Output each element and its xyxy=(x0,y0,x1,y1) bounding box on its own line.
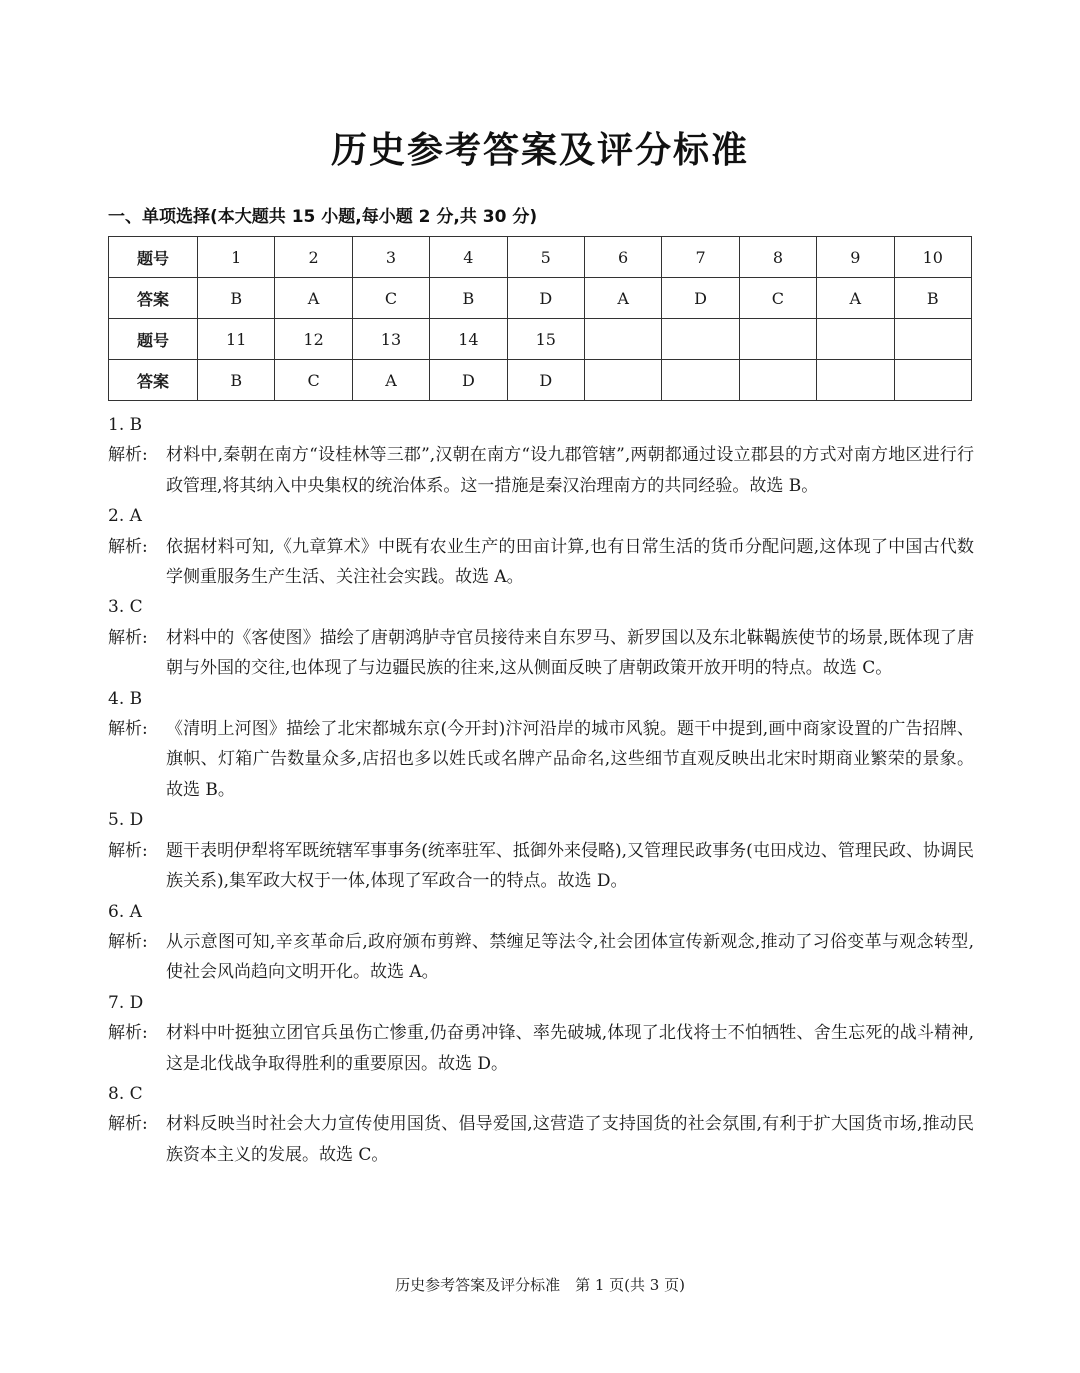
table-cell: 4 xyxy=(430,237,507,278)
page-footer: 历史参考答案及评分标准 第 1 页(共 3 页) xyxy=(395,1276,685,1294)
analysis-paragraph xyxy=(108,1109,974,1170)
analysis-text: 依据材料可知,《九章算术》中既有农业生产的田亩计算,也有日常生活的货币分配问题,这体现了中国古代数学侧重服务生产生活、关注社会实践。故选 A。 xyxy=(166,536,974,588)
table-cell: B xyxy=(198,278,275,319)
table-cell: D xyxy=(507,278,584,319)
analysis-paragraph xyxy=(108,1018,974,1079)
table-cell: B xyxy=(430,278,507,319)
analysis-paragraph xyxy=(108,440,974,501)
table-cell: 6 xyxy=(584,237,661,278)
question-number: 3. C xyxy=(108,597,143,618)
table-cell: 题号 xyxy=(109,237,198,278)
question-block xyxy=(108,410,974,501)
question-block xyxy=(108,1079,974,1170)
analysis-text: 材料中的《客使图》描绘了唐朝鸿胪寺官员接待来自东罗马、新罗国以及东北靺鞨族使节的场景,既体现了唐朝与外国的交往,也体现了与边疆民族的往来,这从侧面反映了唐朝政策开放开明的特点。故选 C。 xyxy=(166,627,974,679)
table-cell: B xyxy=(198,360,275,401)
analysis-paragraph xyxy=(108,714,974,805)
table-cell: 8 xyxy=(739,237,816,278)
page-title: 历史参考答案及评分标准 xyxy=(330,130,749,171)
table-cell: 答案 xyxy=(109,360,198,401)
question-block xyxy=(108,805,974,896)
analysis-label: 解析: xyxy=(108,1114,148,1135)
table-cell: 3 xyxy=(352,237,429,278)
table-cell xyxy=(894,319,971,360)
table-cell: A xyxy=(584,278,661,319)
table-cell xyxy=(662,360,739,401)
table-cell: A xyxy=(817,278,894,319)
table-cell xyxy=(817,360,894,401)
table-cell: 1 xyxy=(198,237,275,278)
question-number: 1. B xyxy=(108,415,143,435)
analysis-text: 材料中叶挺独立团官兵虽伤亡惨重,仍奋勇冲锋、率先破城,体现了北伐将士不怕牺牲、舍生忘死的战斗精神,这是北伐战争取得胜利的重要原因。故选 D。 xyxy=(166,1023,974,1074)
question-number: 7. D xyxy=(108,992,144,1013)
analysis-paragraph xyxy=(108,532,974,593)
analysis-text: 材料中,秦朝在南方“设桂林等三郡”,汉朝在南方“设九郡管辖”,两朝都通过设立郡县的方式对南方地区进行行政管理,将其纳入中央集权的统治体系。这一措施是秦汉治理南方的共同经验。故选 B。 xyxy=(166,445,974,496)
analysis-label: 解析: xyxy=(108,536,148,557)
table-cell: 15 xyxy=(507,319,584,360)
table-cell: 13 xyxy=(352,319,429,360)
table-cell: A xyxy=(275,278,352,319)
question-block xyxy=(108,897,974,988)
table-cell: B xyxy=(894,278,971,319)
table-cell xyxy=(894,360,971,401)
analysis-text: 《清明上河图》描绘了北宋都城东京(今开封)汴河沿岸的城市风貌。题干中提到,画中商家设置的广告招牌、旗帜、灯箱广告数量众多,店招也多以姓氏或名牌产品命名,这些细节直观反映出北宋时期商业繁荣的景象。故选 B。 xyxy=(166,719,974,800)
table-cell: D xyxy=(662,278,739,319)
question-number: 6. A xyxy=(108,901,142,922)
table-cell: 题号 xyxy=(109,319,198,360)
question-block xyxy=(108,501,974,592)
analysis-text: 材料反映当时社会大力宣传使用国货、倡导爱国,这营造了支持国货的社会氛围,有利于扩大国货市场,推动民族资本主义的发展。故选 C。 xyxy=(166,1114,974,1165)
table-cell xyxy=(739,319,816,360)
table-cell xyxy=(817,319,894,360)
table-cell: 14 xyxy=(430,319,507,360)
table-cell: C xyxy=(352,278,429,319)
question-block xyxy=(108,684,974,806)
analysis-list xyxy=(108,410,974,1170)
question-block xyxy=(108,988,974,1079)
question-number: 2. A xyxy=(108,506,142,527)
section-heading: 一、单项选择(本大题共 15 小题,每小题 2 分,共 30 分) xyxy=(108,207,538,227)
table-cell: 12 xyxy=(275,319,352,360)
question-block xyxy=(108,592,974,683)
table-cell: 9 xyxy=(817,237,894,278)
analysis-label: 解析: xyxy=(108,445,148,466)
question-number: 5. D xyxy=(108,810,144,831)
table-cell: 11 xyxy=(198,319,275,360)
table-cell: 5 xyxy=(507,237,584,278)
answer-table xyxy=(108,236,972,401)
analysis-label: 解析: xyxy=(108,1023,148,1044)
table-cell xyxy=(584,360,661,401)
table-cell xyxy=(739,360,816,401)
analysis-text: 从示意图可知,辛亥革命后,政府颁布剪辫、禁缠足等法令,社会团体宣传新观念,推动了习俗变革与观念转型,使社会风尚趋向文明开化。故选 A。 xyxy=(166,931,974,983)
analysis-paragraph xyxy=(108,927,974,988)
table-cell: D xyxy=(430,360,507,401)
table-cell: D xyxy=(507,360,584,401)
analysis-label: 解析: xyxy=(108,627,148,648)
table-cell: 10 xyxy=(894,237,971,278)
question-number: 4. B xyxy=(108,688,143,709)
table-cell: 答案 xyxy=(109,278,198,319)
analysis-label: 解析: xyxy=(108,840,148,861)
analysis-paragraph xyxy=(108,836,974,897)
table-cell xyxy=(662,319,739,360)
table-row xyxy=(109,360,972,401)
table-cell: 7 xyxy=(662,237,739,278)
analysis-paragraph xyxy=(108,623,974,684)
analysis-label: 解析: xyxy=(108,931,148,952)
table-row xyxy=(109,237,972,278)
question-number: 8. C xyxy=(108,1083,143,1104)
analysis-text: 题干表明伊犁将军既统辖军事事务(统率驻军、抵御外来侵略),又管理民政事务(屯田戍边、管理民政、协调民族关系),集军政大权于一体,体现了军政合一的特点。故选 D。 xyxy=(166,840,974,892)
table-row xyxy=(109,319,972,360)
analysis-label: 解析: xyxy=(108,719,148,740)
table-cell: C xyxy=(739,278,816,319)
table-row xyxy=(109,278,972,319)
table-cell: 2 xyxy=(275,237,352,278)
table-cell xyxy=(584,319,661,360)
table-cell: C xyxy=(275,360,352,401)
table-cell: A xyxy=(352,360,429,401)
